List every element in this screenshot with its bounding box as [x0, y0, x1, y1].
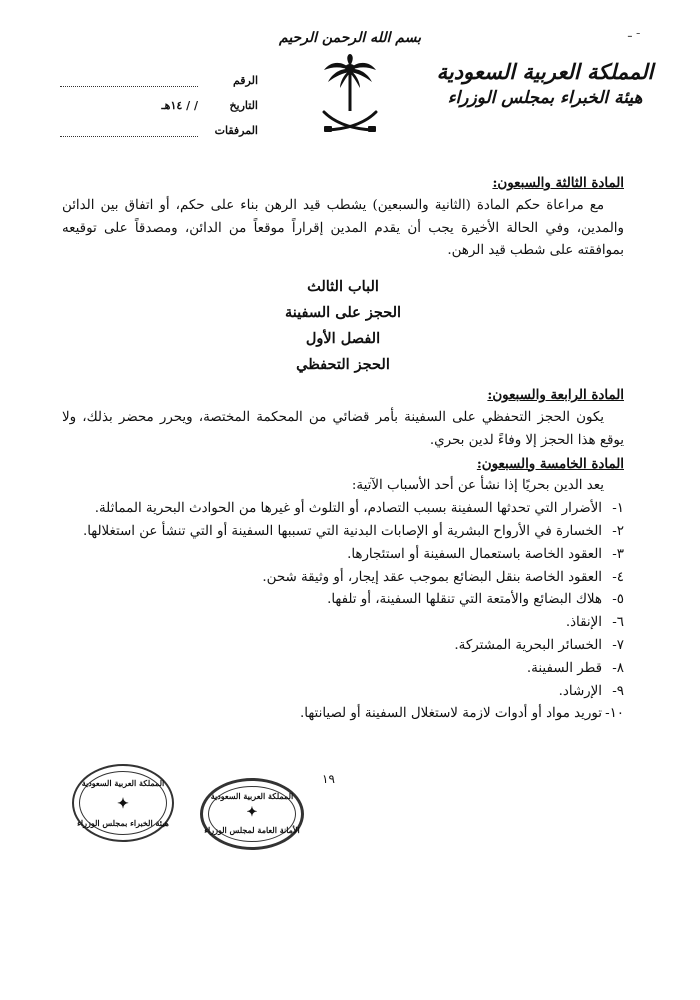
number-label: الرقم: [232, 74, 258, 87]
item-number: ٧-: [612, 637, 624, 653]
seal-emblem-icon: ✦: [117, 796, 129, 812]
reference-fields: [58, 62, 258, 137]
article-74-text: يكون الحجز التحفظي على السفينة بأمر قضائي من المحكمة المختصة، ويحرر محضر بذلك، ولا يوقع هذا الحجز إلا وفاءً لدين بحري.: [62, 409, 624, 448]
attachments-row: [58, 112, 258, 137]
list-item: [62, 635, 624, 658]
palm-swords-emblem-icon: [318, 54, 382, 138]
item-text: العقود الخاصة باستعمال السفينة أو استئجارها.: [347, 546, 602, 562]
seal-top-text: المملكة العربية السعودية: [210, 791, 294, 801]
number-row: [58, 62, 258, 87]
item-text: الخسارة في الأرواح البشرية أو الإصابات البدنية التي تسببها السفينة أو التي تنشأ عن استغلالها.: [82, 523, 602, 539]
item-number: ٣-: [612, 546, 624, 562]
chapter-heading: الفصل الأول: [305, 330, 381, 348]
item-text: قطر السفينة.: [526, 660, 602, 676]
number-line: [60, 74, 198, 87]
kingdom-name: المملكة العربية السعودية: [436, 59, 654, 84]
list-item: [62, 658, 624, 681]
list-item: [62, 498, 624, 521]
item-number: ١-: [612, 501, 624, 517]
item-text: الخسائر البحرية المشتركة.: [454, 637, 602, 653]
list-item: [62, 612, 624, 635]
attachments-line: [60, 124, 198, 137]
seal-bottom-text: الأمانة العامة لمجلس الوزراء: [204, 825, 300, 835]
bureau-name: هيئة الخبراء بمجلس الوزراء: [447, 88, 643, 108]
item-text: توريد مواد أو أدوات لازمة لاستغلال السفينة أو لصيانتها.: [300, 706, 602, 722]
item-number: ٥-: [612, 592, 624, 608]
item-number: ٨-: [612, 660, 624, 676]
date-row: [58, 87, 258, 112]
page-number: ١٩: [322, 772, 335, 786]
seal-bottom-text: هيئة الخبراء بمجلس الوزراء: [77, 818, 169, 828]
causes-list: [62, 498, 624, 726]
list-item: [62, 589, 624, 612]
date-label: التاريخ: [229, 99, 258, 112]
item-number: ٢-: [612, 523, 624, 539]
list-item: [62, 703, 624, 726]
section-heading: [62, 274, 624, 378]
item-text: الأضرار التي تحدثها السفينة بسبب التصادم، أو التلوث أو غيرها من الحوادث البحرية المماثلة.: [94, 501, 602, 517]
article-74-title: المادة الرابعة والسبعون:: [487, 387, 624, 404]
article-75-intro: يعد الدين بحريًا إذا نشأ عن أحد الأسباب الآتية:: [351, 478, 604, 494]
item-number: ٦-: [612, 615, 624, 631]
part-title: الحجز على السفينة: [284, 304, 402, 322]
item-text: العقود الخاصة بنقل البضائع بموجب عقد إيجار، أو وثيقة شحن.: [262, 569, 602, 585]
part-heading: الباب الثالث: [307, 278, 379, 296]
list-item: [62, 567, 624, 590]
chapter-title: الحجز التحفظي: [296, 356, 390, 374]
item-text: الإرشاد.: [558, 683, 602, 699]
item-number: ٤-: [612, 569, 624, 585]
article-73-title: المادة الثالثة والسبعون:: [492, 175, 624, 191]
list-item: [62, 681, 624, 704]
item-number: ٩-: [612, 683, 624, 699]
item-text: هلاك البضائع والأمتعة التي تنقلها السفينة، أو تلفها.: [327, 592, 602, 608]
bismillah-heading: بسم الله الرحمن الرحيم: [279, 30, 421, 46]
document-body: [62, 172, 624, 726]
corner-mark: - ـ: [628, 26, 641, 41]
bureau-seal-stamp: [72, 764, 174, 842]
seal-emblem-icon: ✦: [246, 805, 258, 820]
item-text: الإنقاذ.: [565, 615, 602, 631]
secretariat-seal-stamp: [200, 778, 304, 850]
letterhead-title: [430, 58, 660, 110]
item-number: ١٠-: [605, 706, 624, 722]
list-item: [62, 521, 624, 544]
seal-top-text: المملكة العربية السعودية: [81, 778, 165, 788]
date-value: / / ١٤هـ: [161, 99, 198, 112]
article-73-text: مع مراعاة حكم المادة (الثانية والسبعين) يشطب قيد الرهن بناء على حكم، أو اتفاق بين الدائن والمدين، وفي الحالة الأخيرة يجب أن يقدم المدين إقراراً موقعاً من الدائن، ومصدقاً على توقيعه بموافقته على شطب قيد الرهن.: [62, 197, 624, 259]
list-item: [62, 544, 624, 567]
article-75-title: المادة الخامسة والسبعون:: [476, 455, 624, 472]
attachments-label: المرفقات: [214, 124, 258, 137]
